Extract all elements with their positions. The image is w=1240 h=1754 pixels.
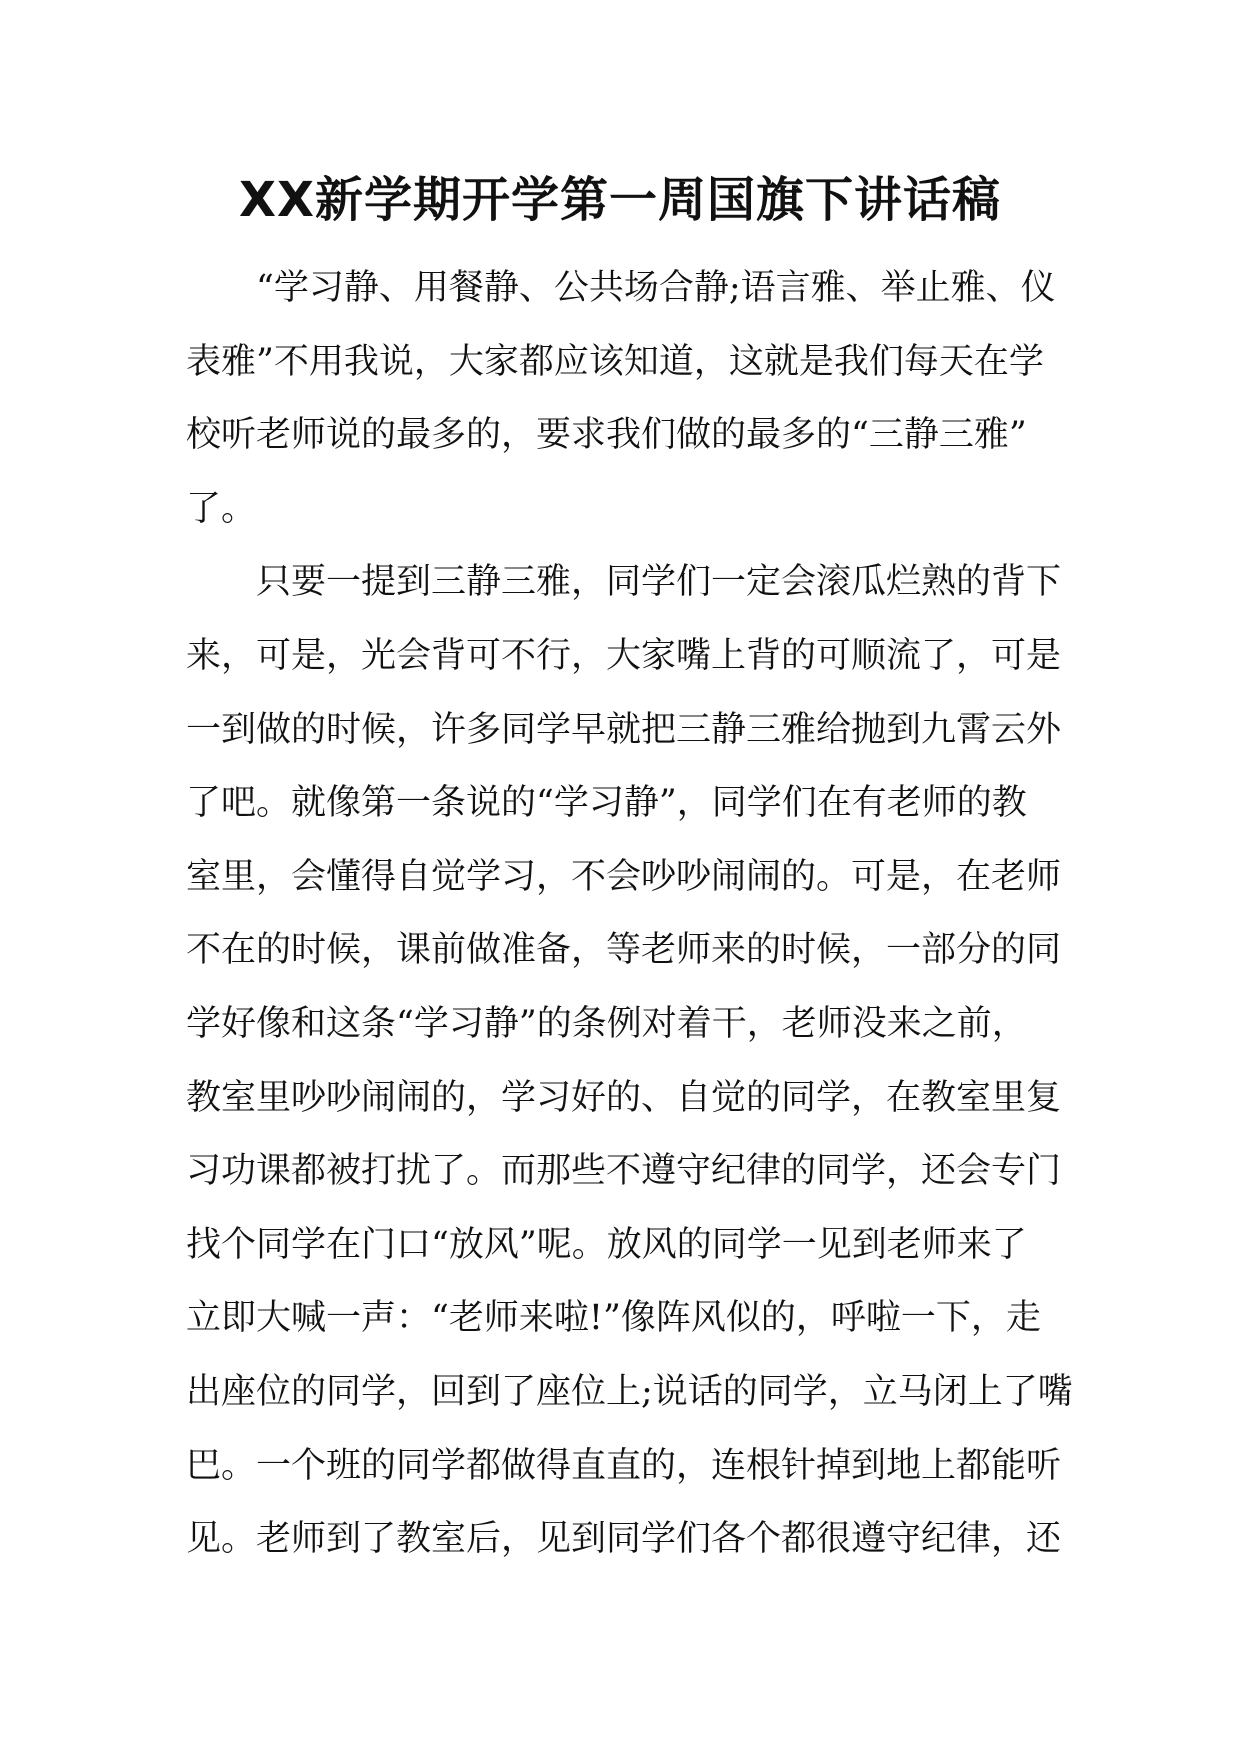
paragraph-line: 了吧。就像第一条说的“学习静”，同学们在有老师的教 — [186, 783, 1027, 824]
paragraph-2 — [186, 546, 1073, 1576]
paragraph-line: 找个同学在门口“放风”呢。放风的同学一见到老师来了 — [186, 1224, 1027, 1265]
paragraph-line: 出座位的同学，回到了座位上;说话的同学，立马闭上了嘴 — [186, 1371, 1073, 1412]
paragraph-line: 习功课都被打扰了。而那些不遵守纪律的同学，还会专门 — [186, 1151, 1062, 1192]
paragraph-line: 教室里吵吵闹闹的，学习好的、自觉的同学，在教室里复 — [186, 1077, 1062, 1118]
paragraph-1 — [186, 252, 1054, 546]
paragraph-line: 不在的时候，课前做准备，等老师来的时候，一部分的同 — [186, 930, 1062, 971]
paragraph-line: 校听老师说的最多的，要求我们做的最多的“三静三雅” — [186, 415, 1027, 456]
document-body — [186, 252, 1073, 1577]
paragraph-line: 学好像和这条“学习静”的条例对着干，老师没来之前， — [186, 1003, 1027, 1044]
document-title: XX新学期开学第一周国旗下讲话稿 — [238, 172, 1002, 228]
paragraph-line: 见。老师到了教室后，见到同学们各个都很遵守纪律，还 — [186, 1519, 1062, 1560]
paragraph-line: “学习静、用餐静、公共场合静;语言雅、举止雅、仪 — [256, 268, 1056, 308]
paragraph-line: 巴。一个班的同学都做得直直的，连根针掉到地上都能听 — [186, 1445, 1062, 1486]
paragraph-line: 只要一提到三静三雅，同学们一定会滚瓜烂熟的背下 — [256, 562, 1062, 603]
paragraph-line: 表雅”不用我说，大家都应该知道，这就是我们每天在学 — [186, 341, 1044, 382]
paragraph-line: 立即大喊一声：“老师来啦!”像阵风似的，呼啦一下，走 — [186, 1298, 1041, 1339]
paragraph-line: 了。 — [186, 488, 257, 529]
paragraph-line: 来，可是，光会背可不行，大家嘴上背的可顺流了，可是 — [186, 635, 1062, 676]
paragraph-line: 一到做的时候，许多同学早就把三静三雅给抛到九霄云外 — [186, 709, 1062, 750]
paragraph-line: 室里，会懂得自觉学习，不会吵吵闹闹的。可是，在老师 — [186, 856, 1062, 897]
